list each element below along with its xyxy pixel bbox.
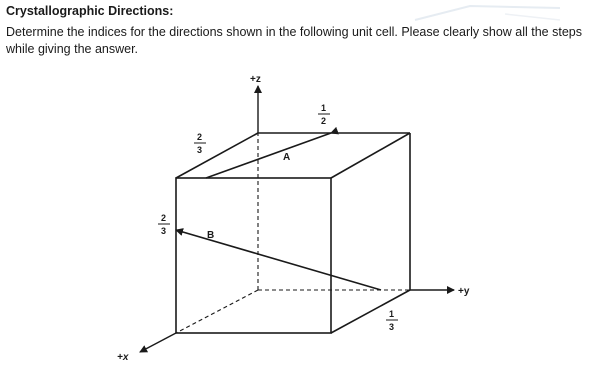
fraction-half-top <box>318 103 330 126</box>
question-text: Determine the indices for the directions shown in the following unit cell. Please clearly show all the steps while giving the answer. <box>6 25 582 56</box>
fraction-denominator: 3 <box>389 322 395 332</box>
fraction-two-thirds-upper <box>194 132 206 155</box>
fraction-numerator: 1 <box>321 103 327 113</box>
direction-b-label: B <box>207 230 215 241</box>
fraction-denominator: 3 <box>197 145 203 155</box>
x-axis-hidden <box>176 290 258 333</box>
fraction-numerator: 2 <box>161 213 167 223</box>
fraction-denominator: 3 <box>161 226 167 236</box>
z-axis-label: +z <box>250 74 261 85</box>
direction-a-label: A <box>283 152 291 163</box>
fraction-one-third-bottom <box>386 309 398 332</box>
x-axis-arrow <box>140 333 176 352</box>
x-axis-label: +x <box>117 352 129 363</box>
fraction-two-thirds-left <box>158 213 170 236</box>
direction-a-arrow <box>206 133 331 178</box>
section-heading: Crystallographic Directions: <box>6 4 174 18</box>
fraction-numerator: 2 <box>197 132 203 142</box>
fraction-numerator: 1 <box>389 309 395 319</box>
fraction-denominator: 2 <box>321 116 327 126</box>
y-axis-label: +y <box>458 286 470 297</box>
